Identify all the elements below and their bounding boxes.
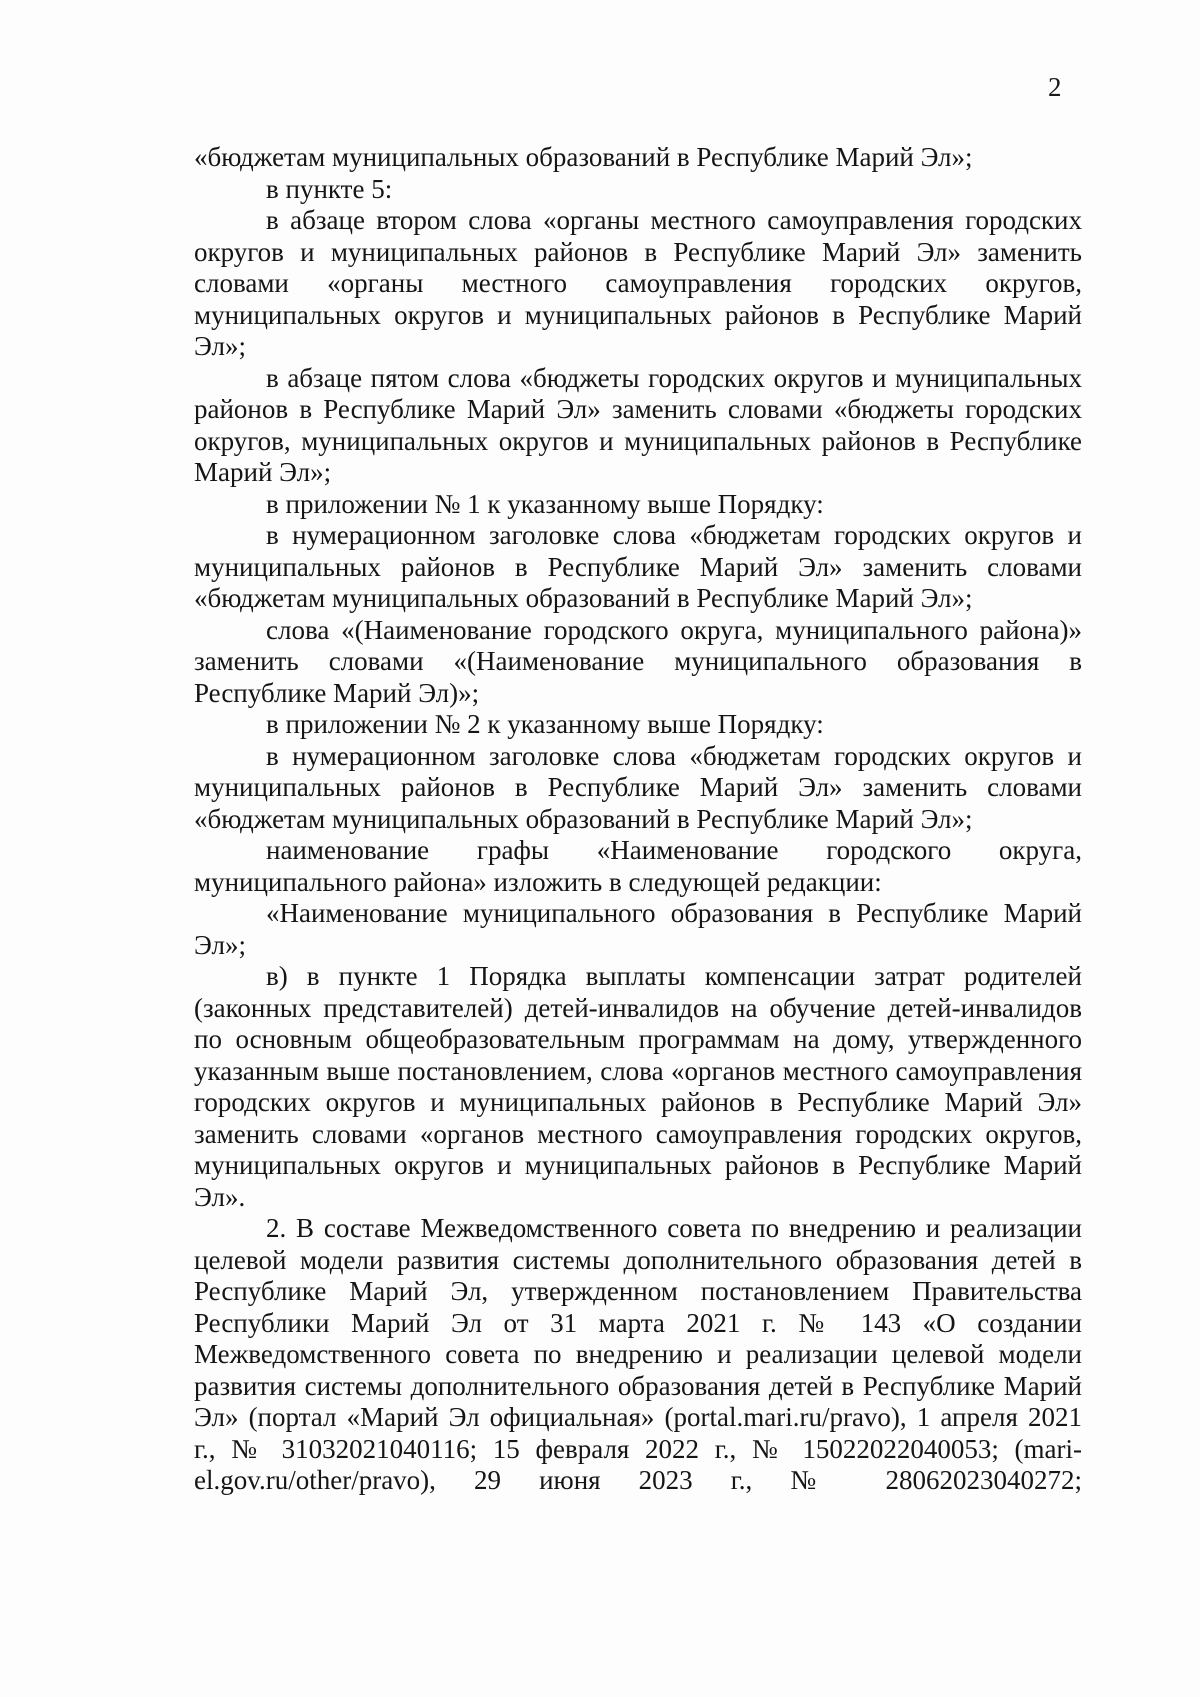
document-body — [194, 142, 1082, 1497]
paragraph: в нумерационном заголовке слова «бюджетам городских округов и муниципальных районов в Республике Марий Эл» заменить словами «бюджетам муниципальных образований в Республике Марий Эл»; — [194, 520, 1082, 613]
paragraph: наименование графы «Наименование городского округа, муниципального района» изложить в следующей редакции: — [194, 835, 1082, 897]
paragraph: в приложении № 1 к указанному выше Порядку: — [266, 488, 824, 519]
page-number: 2 — [1048, 72, 1062, 102]
paragraph: в нумерационном заголовке слова «бюджетам городских округов и муниципальных районов в Республике Марий Эл» заменить словами «бюджетам муниципальных образований в Республике Марий Эл»; — [194, 740, 1082, 834]
paragraph: 2. В составе Межведомственного совета по внедрению и реализации целевой модели развития системы дополнительного образования детей в Республике Марий Эл, утвержденном постановлением Правительства Республики Марий Эл от 31 марта 2021 г. № 143 «О создании Межведомственного совета по внедрению и реализации целевой модели развития системы дополнительного образования детей в Республике Марий Эл» (портал «Марий Эл официальная» (portal.mari.ru/pravo), 1 апреля 2021 г., № 31032021040116; 15 февраля 2022 г., № 15022022040053; (mari-el.gov.ru/other/pravo), 29 июня 2023 г., № 28062023040272; — [194, 1213, 1082, 1495]
paragraph: слова «(Наименование городского округа, муниципального района)» заменить словами «(Наименование муниципального образования в Республике Марий Эл)»; — [194, 614, 1082, 708]
paragraph: в абзаце пятом слова «бюджеты городских округов и муниципальных районов в Республике Марий Эл» заменить словами «бюджеты городских округов, муниципальных округов и муниципальных районов в Республике Марий Эл»; — [194, 362, 1082, 487]
paragraph: «Наименование муниципального образования в Республике Марий Эл»; — [194, 898, 1082, 960]
paragraph: в абзаце втором слова «органы местного самоуправления городских округов и муниципальных районов в Республике Марий Эл» заменить словами «органы местного самоуправления городских округов, муниципальных округов и муниципальных районов в Республике Марий Эл»; — [194, 205, 1082, 361]
paragraph: в) в пункте 1 Порядка выплаты компенсации затрат родителей (законных представителей) детей-инвалидов на обучение детей-инвалидов по основным общеобразовательным программам на дому, утвержденного указанным выше постановлением, слова «органов местного самоуправления городских округов и муниципальных районов в Республике Марий Эл» заменить словами «органов местного самоуправления городских округов, муниципальных округов и муниципальных районов в Республике Марий Эл». — [194, 961, 1082, 1212]
paragraph: «бюджетам муниципальных образований в Республике Марий Эл»; — [194, 142, 973, 172]
paragraph: в приложении № 2 к указанному выше Порядку: — [266, 709, 824, 739]
paragraph: в пункте 5: — [266, 173, 393, 204]
